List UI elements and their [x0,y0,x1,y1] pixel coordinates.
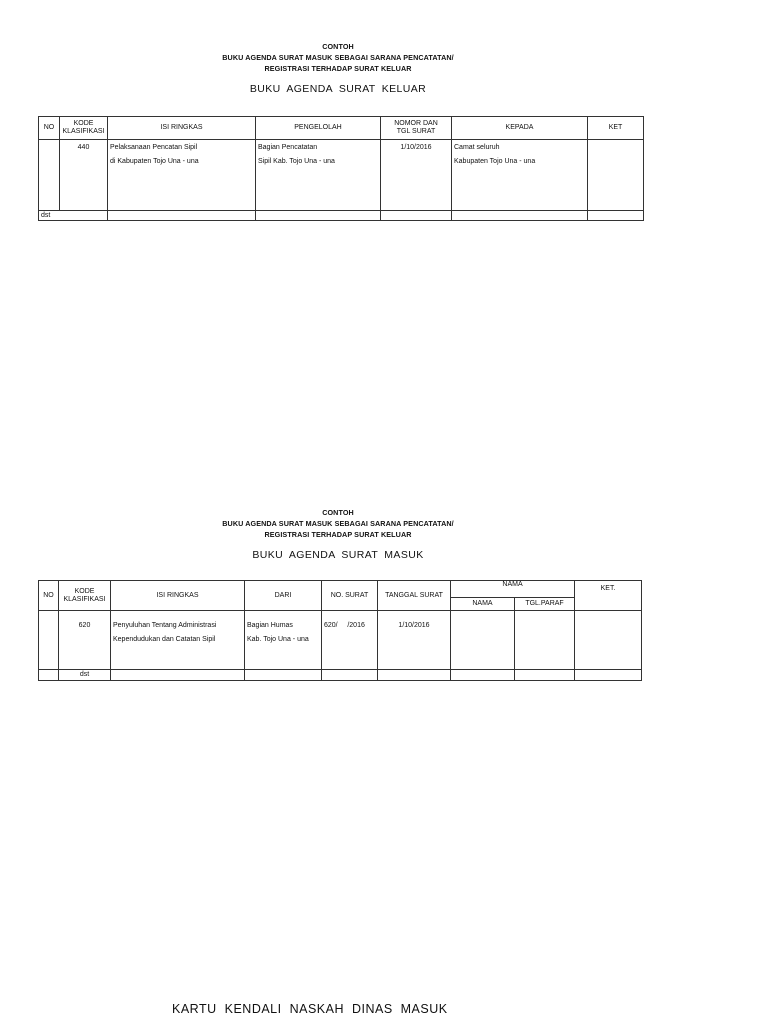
cell-pengelolah-line2: Sipil Kab. Tojo Una - una [258,158,335,165]
footer-cell [256,211,381,221]
dst-label: dst [59,670,111,681]
cell-kepada [452,140,588,211]
col-no: NO [39,117,60,140]
col-tgl-paraf: TGL.PARAF [515,598,575,611]
col-dari: DARI [245,581,322,611]
col-kode-line2: KLASIFIKASI [63,595,106,603]
footer-cell [452,211,588,221]
cell-kepada-line2: Kabupaten Tojo Una - una [454,158,536,165]
header-subtitle-line2: REGISTRASI TERHADAP SURAT KELUAR [264,64,412,73]
col-kode-line1: KODE [73,120,94,127]
table-surat-keluar [38,116,644,221]
cell-no [39,140,60,211]
col-nama: NAMA [451,598,515,611]
header-subtitle-line2: REGISTRASI TERHADAP SURAT KELUAR [264,530,412,539]
cell-isi-line1: Pelaksanaan Pencatan Sipil [110,144,198,151]
table-header-row [39,581,642,598]
col-kode-line2: KLASIFIKASI [62,128,105,135]
cell-tanggal-surat: 1/10/2016 [378,611,451,670]
cell-kode: 440 [60,140,108,211]
header-subtitle-line1: BUKU AGENDA SURAT MASUK SEBAGAI SARANA PENCATATAN/ [222,519,454,528]
cell-isi-line1: Penyuluhan Tentang Administrasi [113,622,217,629]
page-title-surat-keluar: BUKU AGENDA SURAT KELUAR [249,83,427,95]
col-kode-line1: KODE [74,587,95,595]
footer-cell [451,670,515,681]
col-nama-group: NAMA [451,581,575,598]
cell-isi-ringkas [108,140,256,211]
col-isi-ringkas: ISI RINGKAS [108,117,256,140]
dst-label: dst [39,211,108,221]
cell-isi-line2: di Kabupaten Tojo Una - una [110,158,199,165]
cell-dari [245,611,322,670]
col-tanggal-surat: TANGGAL SURAT [378,581,451,611]
cell-pengelolah-line1: Bagian Pencatatan [258,144,318,151]
footer-cell [111,670,245,681]
header-surat-keluar [0,41,676,95]
table-footer-row [39,211,644,221]
table-header-row [39,117,644,140]
col-nomor-line1: NOMOR DAN [394,120,438,127]
cell-pengelolah [256,140,381,211]
cell-no [39,611,59,670]
footer-cell [108,211,256,221]
cell-kepada-line1: Camat seluruh [454,144,500,151]
col-kepada: KEPADA [452,117,588,140]
kartu-kendali-title: KARTU KENDALI NASKAH DINAS MASUK [172,1002,448,1016]
col-nomor-tgl-surat [381,117,452,140]
col-ket: KET [588,117,644,140]
footer-cell [575,670,642,681]
col-isi-ringkas: ISI RINGKAS [111,581,245,611]
cell-isi-line2: Kependudukan dan Catatan Sipil [113,636,216,643]
footer-cell [322,670,378,681]
footer-cell [588,211,644,221]
table-row [39,140,644,211]
contoh-label: CONTOH [322,508,354,517]
cell-ket [575,611,642,670]
col-no-surat: NO. SURAT [322,581,378,611]
table-surat-masuk [38,580,642,681]
header-subtitle-line1: BUKU AGENDA SURAT MASUK SEBAGAI SARANA PENCATATAN/ [222,53,454,62]
contoh-label: CONTOH [322,42,354,51]
cell-tgl-paraf [515,611,575,670]
cell-isi-ringkas [111,611,245,670]
cell-ket [588,140,644,211]
cell-no-surat: 620/ /2016 [322,611,378,670]
table-row [39,611,642,670]
footer-cell [381,211,452,221]
page-title-surat-masuk: BUKU AGENDA SURAT MASUK [252,549,424,561]
header-surat-masuk [0,507,676,561]
cell-dari-line2: Kab. Tojo Una - una [247,636,309,643]
table-footer-row [39,670,642,681]
cell-nama [451,611,515,670]
col-nomor-line2: TGL SURAT [396,128,436,135]
col-kode-klasifikasi [59,581,111,611]
col-no: NO [39,581,59,611]
cell-dari-line1: Bagian Humas [247,622,293,629]
col-kode-klasifikasi [60,117,108,140]
cell-kode: 620 [59,611,111,670]
footer-cell [378,670,451,681]
col-ket: KET. [575,581,642,611]
col-pengelolah: PENGELOLAH [256,117,381,140]
cell-nomor-tgl: 1/10/2016 [381,140,452,211]
footer-cell [39,670,59,681]
footer-cell [515,670,575,681]
footer-cell [245,670,322,681]
